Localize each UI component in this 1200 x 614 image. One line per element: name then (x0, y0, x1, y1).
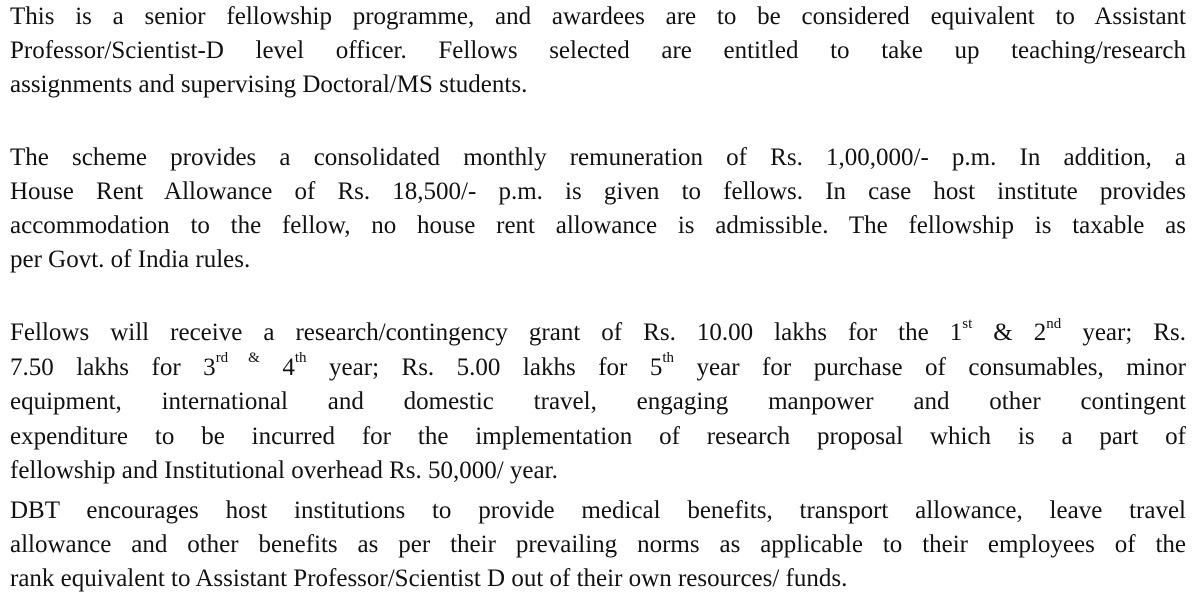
paragraph-contingency-grant (10, 316, 1186, 489)
text-segment: year; Rs. 5.00 lakhs for 5 (306, 353, 663, 381)
text-segment: 4 (259, 353, 295, 381)
text-segment: 7.50 lakhs for 3 (10, 353, 216, 381)
text-line: per Govt. of India rules. (10, 246, 251, 273)
text-line: equipment, international and domestic travel, engaging manpower and other contingent (10, 388, 1186, 415)
text-segment: year; Rs. (1061, 319, 1186, 346)
text-line (10, 351, 1186, 386)
text-line: House Rent Allowance of Rs. 18,500/- p.m. is given to fellows. In case host institute provides (10, 178, 1186, 205)
text-line: accommodation to the fellow, no house rent allowance is admissible. The fellowship is taxable as (10, 212, 1186, 239)
text-line: DBT encourages host institutions to provide medical benefits, transport allowance, leave travel (10, 497, 1186, 524)
text-line: rank equivalent to Assistant Professor/Scientist D out of their own resources/ funds. (10, 565, 848, 592)
superscript: th (662, 350, 675, 367)
text-segment: & 2 (972, 319, 1047, 346)
superscript: rd & (215, 350, 260, 367)
paragraph-fellowship-status (10, 0, 1186, 102)
paragraph-remuneration (10, 141, 1186, 277)
superscript: nd (1046, 315, 1062, 332)
superscript: th (294, 350, 307, 367)
text-line: fellowship and Institutional overhead Rs. 50,000/ year. (10, 457, 558, 484)
text-segment: Fellows will receive a research/contingency grant of Rs. 10.00 lakhs for the 1 (10, 319, 963, 346)
text-segment: year for purchase of consumables, minor (674, 353, 1186, 381)
text-line: assignments and supervising Doctoral/MS students. (10, 71, 528, 98)
text-line: allowance and other benefits as per their prevailing norms as applicable to their employees of the (10, 531, 1186, 558)
text-line: This is a senior fellowship programme, and awardees are to be considered equivalent to Assistant (10, 3, 1186, 30)
paragraph-host-benefits (10, 494, 1186, 596)
text-line: expenditure to be incurred for the implementation of research proposal which is a part of (10, 422, 1186, 450)
text-line: The scheme provides a consolidated monthly remuneration of Rs. 1,00,000/- p.m. In addition, a (10, 144, 1186, 171)
superscript: st (962, 315, 973, 332)
text-line: Professor/Scientist-D level officer. Fellows selected are entitled to take up teaching/research (10, 37, 1186, 64)
text-line (10, 316, 1186, 351)
